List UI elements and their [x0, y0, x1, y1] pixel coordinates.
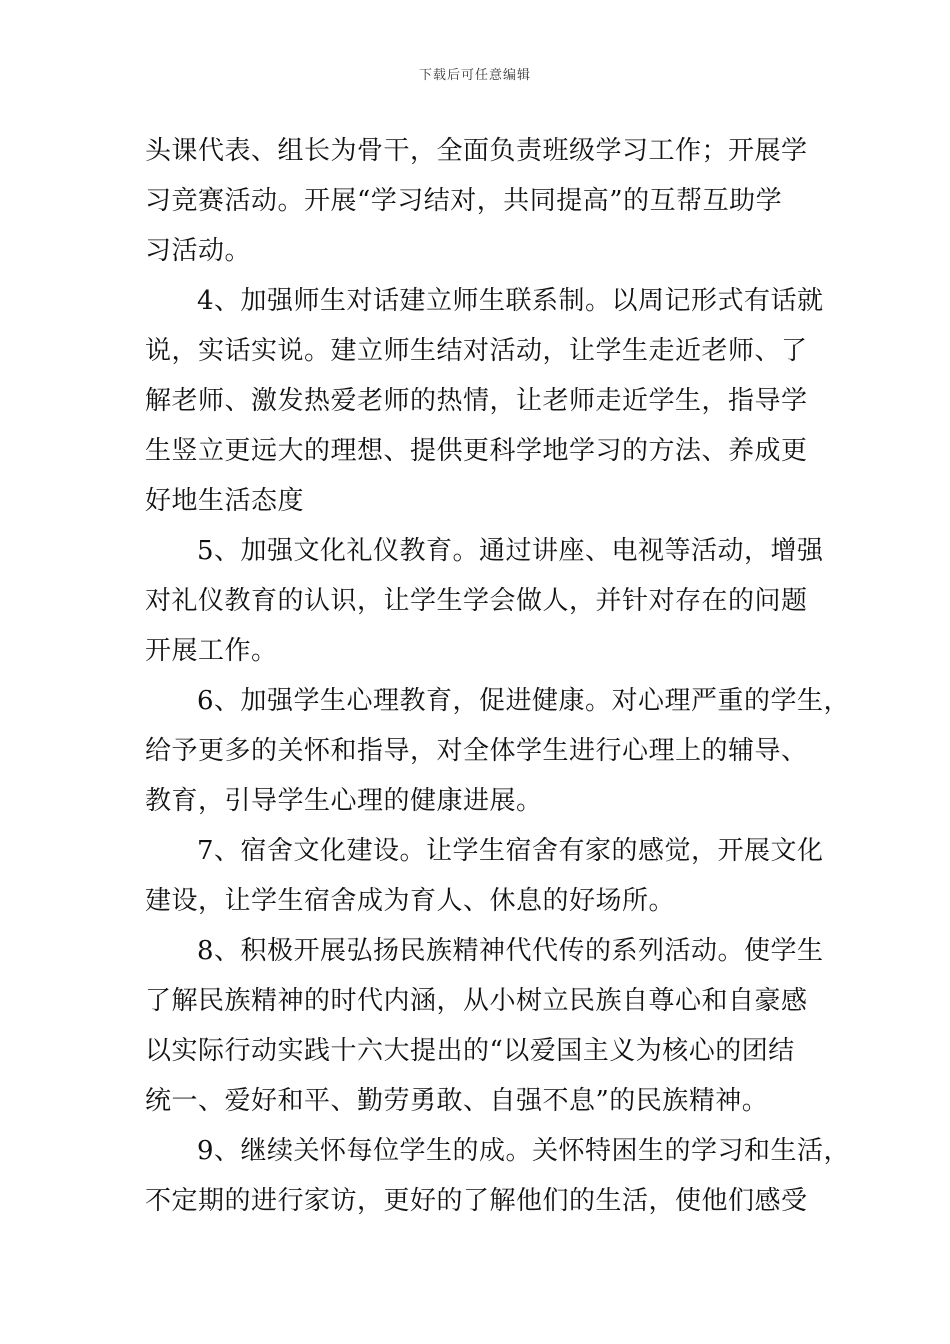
text-line: 好地生活态度: [145, 486, 305, 516]
text-line: 建设，让学生宿舍成为育人、休息的好场所。: [145, 886, 676, 916]
text-line: 4、加强师生对话建立师生联系制。以周记形式有话就: [197, 286, 824, 316]
text-line: 6、加强学生心理教育，促进健康。对心理严重的学生，: [197, 686, 851, 716]
text-line: 生竖立更远大的理想、提供更科学地学习的方法、养成更: [145, 436, 808, 466]
text-line: 解老师、激发热爱老师的热情，让老师走近学生，指导学: [145, 386, 808, 416]
text-line: 习活动。: [145, 236, 252, 266]
text-line: 9、继续关怀每位学生的成。关怀特困生的学习和生活，: [197, 1136, 851, 1166]
text-line: 头课代表、组长为骨干，全面负责班级学习工作；开展学: [145, 136, 808, 166]
text-line: 开展工作。: [145, 636, 278, 666]
text-line: 统一、爱好和平、勤劳勇敢、自强不息”的民族精神。: [145, 1086, 769, 1116]
text-line: 7、宿舍文化建设。让学生宿舍有家的感觉，开展文化: [197, 836, 824, 866]
text-line: 8、积极开展弘扬民族精神代代传的系列活动。使学生: [197, 936, 824, 966]
text-line: 不定期的进行家访，更好的了解他们的生活，使他们感受: [145, 1186, 808, 1216]
text-line: 以实际行动实践十六大提出的“以爱国主义为核心的团结: [145, 1036, 795, 1066]
document-body: [145, 126, 851, 1226]
text-line: 给予更多的关怀和指导，对全体学生进行心理上的辅导、: [145, 736, 808, 766]
text-line: 对礼仪教育的认识，让学生学会做人，并针对存在的问题: [145, 586, 808, 616]
text-line: 了解民族精神的时代内涵，从小树立民族自尊心和自豪感: [145, 986, 808, 1016]
text-line: 习竞赛活动。开展“学习结对，共同提高”的互帮互助学: [145, 186, 783, 216]
text-line: 5、加强文化礼仪教育。通过讲座、电视等活动，增强: [197, 536, 824, 566]
text-line: 说，实话实说。建立师生结对活动，让学生走近老师、了: [145, 336, 808, 366]
text-line: 教育，引导学生心理的健康进展。: [145, 786, 543, 816]
page-header: 下载后可任意编辑: [418, 68, 531, 83]
